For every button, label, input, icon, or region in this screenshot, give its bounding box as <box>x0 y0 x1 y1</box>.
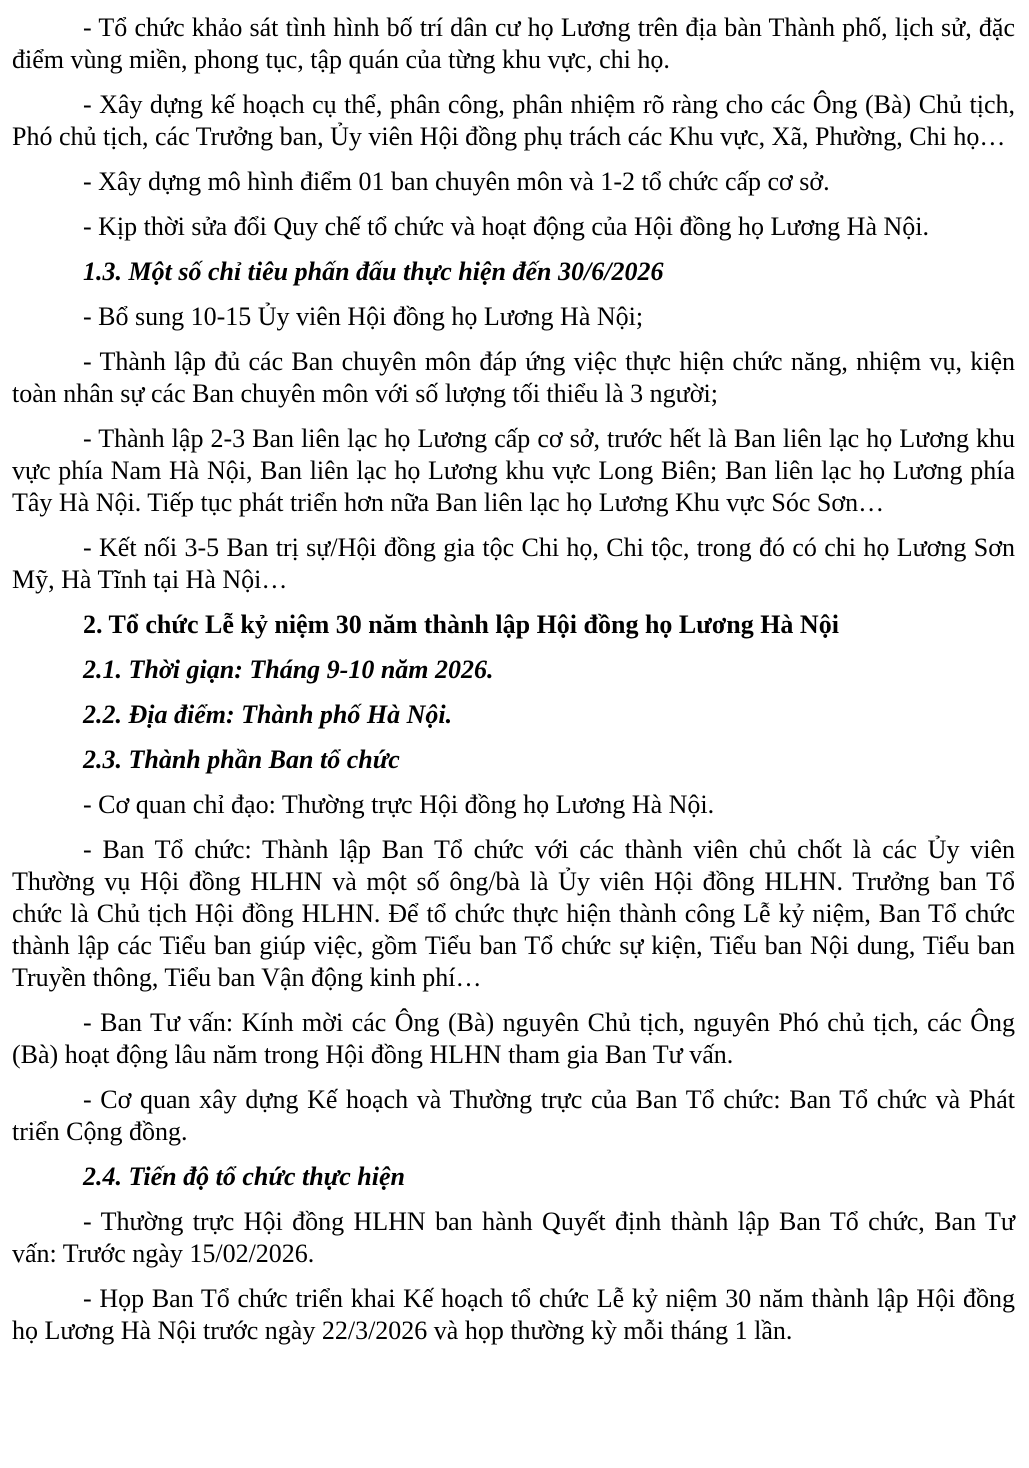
subsection-heading-1-3: 1.3. Một số chỉ tiêu phấn đấu thực hiện đến 30/6/2026 <box>83 257 664 286</box>
subsection-heading-2-4: 2.4. Tiến độ tổ chức thực hiện <box>83 1162 405 1191</box>
paragraph: - Thành lập đủ các Ban chuyên môn đáp ứng việc thực hiện chức năng, nhiệm vụ, kiện toàn nhân sự các Ban chuyên môn với số lượng tối thiểu là 3 người; <box>12 347 1015 408</box>
paragraph: - Bổ sung 10-15 Ủy viên Hội đồng họ Lương Hà Nội; <box>83 302 644 331</box>
paragraph: - Xây dựng kế hoạch cụ thể, phân công, phân nhiệm rõ ràng cho các Ông (Bà) Chủ tịch, Phó chủ tịch, các Trưởng ban, Ủy viên Hội đồng phụ trách các Khu vực, Xã, Phường, Chi họ… <box>12 90 1015 151</box>
paragraph: - Xây dựng mô hình điểm 01 ban chuyên môn và 1-2 tổ chức cấp cơ sở. <box>83 167 830 196</box>
paragraph: - Thành lập 2-3 Ban liên lạc họ Lương cấp cơ sở, trước hết là Ban liên lạc họ Lương khu vực phía Nam Hà Nội, Ban liên lạc họ Lương khu vực Long Biên; Ban liên lạc họ Lương phía Tây Hà Nội. Tiếp tục phát triển hơn nữa Ban liên lạc họ Lương Khu vực Sóc Sơn… <box>12 424 1015 517</box>
paragraph: - Ban Tư vấn: Kính mời các Ông (Bà) nguyên Chủ tịch, nguyên Phó chủ tịch, các Ông (Bà) hoạt động lâu năm trong Hội đồng HLHN tham gia Ban Tư vấn. <box>12 1008 1015 1069</box>
section-heading-2: 2. Tổ chức Lễ kỷ niệm 30 năm thành lập Hội đồng họ Lương Hà Nội <box>83 610 839 639</box>
paragraph: - Kịp thời sửa đổi Quy chế tổ chức và hoạt động của Hội đồng họ Lương Hà Nội. <box>83 212 930 241</box>
subsection-heading-2-1: 2.1. Thời giạn: Tháng 9-10 năm 2026. <box>83 655 494 684</box>
subsection-heading-2-3: 2.3. Thành phần Ban tổ chức <box>83 745 400 774</box>
paragraph: - Kết nối 3-5 Ban trị sự/Hội đồng gia tộc Chi họ, Chi tộc, trong đó có chi họ Lương Sơn Mỹ, Hà Tĩnh tại Hà Nội… <box>12 533 1015 594</box>
paragraph: - Cơ quan chỉ đạo: Thường trực Hội đồng họ Lương Hà Nội. <box>83 790 715 819</box>
paragraph: - Ban Tổ chức: Thành lập Ban Tổ chức với các thành viên chủ chốt là các Ủy viên Thường vụ Hội đồng HLHN và một số ông/bà là Ủy viên Hội đồng HLHN. Trưởng ban Tổ chức là Chủ tịch Hội đồng HLHN. Để tổ chức thực hiện thành công Lễ kỷ niệm, Ban Tổ chức thành lập các Tiểu ban giúp việc, gồm Tiểu ban Tổ chức sự kiện, Tiểu ban Nội dung, Tiểu ban Truyền thông, Tiểu ban Vận động kinh phí… <box>12 835 1015 992</box>
paragraph: - Cơ quan xây dựng Kế hoạch và Thường trực của Ban Tổ chức: Ban Tổ chức và Phát triển Cộng đồng. <box>12 1085 1015 1146</box>
paragraph: - Tổ chức khảo sát tình hình bố trí dân cư họ Lương trên địa bàn Thành phố, lịch sử, đặc điểm vùng miền, phong tục, tập quán của từng khu vực, chi họ. <box>12 13 1015 74</box>
paragraph: - Thường trực Hội đồng HLHN ban hành Quyết định thành lập Ban Tổ chức, Ban Tư vấn: Trước ngày 15/02/2026. <box>12 1207 1015 1268</box>
paragraph: - Họp Ban Tổ chức triển khai Kế hoạch tổ chức Lễ kỷ niệm 30 năm thành lập Hội đồng họ Lương Hà Nội trước ngày 22/3/2026 và họp thường kỳ mỗi tháng 1 lần. <box>12 1284 1015 1345</box>
subsection-heading-2-2: 2.2. Địa điểm: Thành phố Hà Nội. <box>83 700 453 729</box>
